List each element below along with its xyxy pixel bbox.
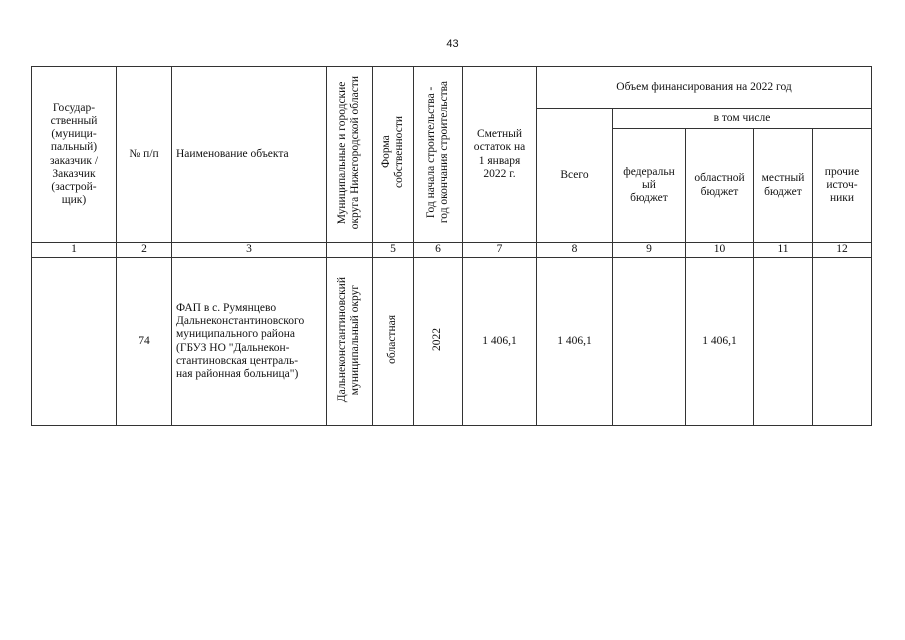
header-municipality-text: Муниципальные и городские округа Нижегородской области — [336, 75, 362, 230]
header-other: прочие источ- ники — [813, 129, 872, 243]
financing-table — [31, 66, 872, 426]
header-municipality — [327, 67, 373, 243]
header-years-text: Год начала строительства - год окончания строительства — [424, 81, 450, 224]
column-number: 10 — [686, 243, 754, 258]
column-number — [327, 243, 373, 258]
cell-ownership — [373, 258, 414, 426]
cell-ownership-text: областная — [386, 314, 399, 364]
column-number: 9 — [613, 243, 686, 258]
cell-federal — [613, 258, 686, 426]
header-financing: Объем финансирования на 2022 год — [537, 67, 872, 109]
column-number: 3 — [172, 243, 327, 258]
column-number: 6 — [414, 243, 463, 258]
header-estimate: Сметный остаток на 1 января 2022 г. — [463, 67, 537, 243]
cell-total: 1 406,1 — [537, 258, 613, 426]
column-number: 2 — [117, 243, 172, 258]
cell-years-text: 2022 — [431, 327, 444, 351]
cell-municipality-text: Дальнеконстантиновский муниципальный округ — [336, 276, 362, 402]
cell-number: 74 — [117, 258, 172, 426]
cell-customer — [32, 258, 117, 426]
header-regional: областной бюджет — [686, 129, 754, 243]
column-number-row — [32, 243, 872, 258]
cell-regional: 1 406,1 — [686, 258, 754, 426]
column-number: 11 — [754, 243, 813, 258]
header-ownership — [373, 67, 414, 243]
cell-years — [414, 258, 463, 426]
cell-local — [754, 258, 813, 426]
header-object-name: Наименование объекта — [172, 67, 327, 243]
cell-object-name: ФАП в с. Румянцево Дальнеконстантиновского муниципального района (ГБУЗ НО "Дальнекон- стантиновская централь- ная районная больница") — [172, 258, 327, 426]
header-ownership-text: Форма собственности — [379, 116, 405, 189]
table-row — [32, 258, 872, 426]
header-number: № п/п — [117, 67, 172, 243]
cell-other — [813, 258, 872, 426]
column-number: 1 — [32, 243, 117, 258]
column-number: 5 — [373, 243, 414, 258]
header-federal: федеральн ый бюджет — [613, 129, 686, 243]
header-years — [414, 67, 463, 243]
header-including: в том числе — [613, 109, 872, 129]
header-row-1 — [32, 67, 872, 109]
header-total: Всего — [537, 109, 613, 243]
column-number: 7 — [463, 243, 537, 258]
cell-municipality — [327, 258, 373, 426]
header-customer: Государ- ственный (муници- пальный) заказчик / Заказчик (застрой- щик) — [32, 67, 117, 243]
cell-estimate: 1 406,1 — [463, 258, 537, 426]
page-number: 43 — [446, 38, 459, 50]
column-number: 12 — [813, 243, 872, 258]
header-local: местный бюджет — [754, 129, 813, 243]
column-number: 8 — [537, 243, 613, 258]
